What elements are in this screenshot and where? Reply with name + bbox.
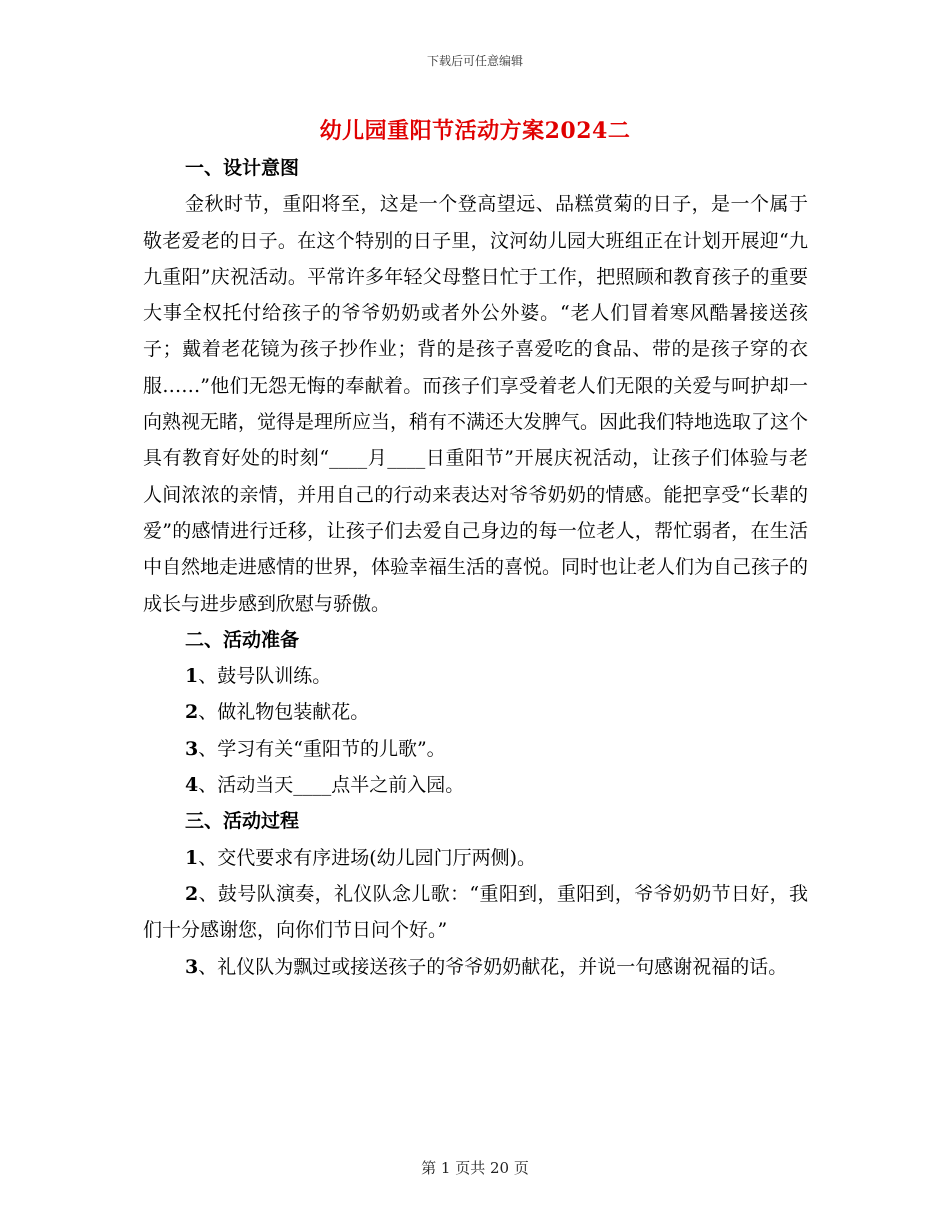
process-item-2 bbox=[143, 876, 808, 949]
prep-item-1 bbox=[143, 658, 808, 694]
design-paragraph: 金秋时节，重阳将至，这是一个登高望远、品糕赏菊的日子，是一个属于敬老爱老的日子。在这个特别的日子里，汶河幼儿园大班组正在计划开展迎“九九重阳”庆祝活动。平常许多年轻父母整日忙于工作，把照顾和教育孩子的重要大事全权托付给孩子的爷爷奶奶或者外公外婆。“老人们冒着寒风酷暑接送孩子；戴着老花镜为孩子抄作业；背的是孩子喜爱吃的食品、带的是孩子穿的衣服……”他们无怨无悔的奉献着。而孩子们享受着老人们无限的关爱与呵护却一向熟视无睹，觉得是理所应当，稍有不满还大发脾气。因此我们特地选取了这个具有教育好处的时刻“____月____日重阳节”开展庆祝活动，让孩子们体验与老人间浓浓的亲情，并用自己的行动来表达对爷爷奶奶的情感。能把享受“长辈的爱”的感情进行迁移，让孩子们去爱自己身边的每一位老人，帮忙弱者，在生活中自然地走进感情的世界，体验幸福生活的喜悦。同时也让老人们为自己孩子的成长与进步感到欣慰与骄傲。 bbox=[143, 193, 809, 615]
prep-item-text: 、学习有关“重阳节的儿歌”。 bbox=[198, 737, 446, 760]
process-item-text: 、交代要求有序进场(幼儿园门厅两侧)。 bbox=[198, 846, 537, 869]
process-item-number: 1 bbox=[185, 846, 199, 869]
prep-item-text: 、活动当天____点半之前入园。 bbox=[198, 774, 465, 797]
process-item-text: 、鼓号队演奏，礼仪队念儿歌：“重阳到，重阳到，爷爷奶奶节日好，我们十分感谢您，向你们节日问个好。” bbox=[143, 882, 808, 942]
prep-item-2 bbox=[143, 694, 808, 730]
section-heading-process: 三、活动过程 bbox=[185, 810, 300, 833]
process-item-3 bbox=[143, 949, 808, 985]
prep-item-number: 3 bbox=[185, 737, 199, 760]
prep-item-number: 1 bbox=[185, 665, 199, 688]
prep-item-4 bbox=[143, 767, 808, 803]
process-item-text: 、礼仪队为飘过或接送孩子的爷爷奶奶献花，并说一句感谢祝福的话。 bbox=[198, 955, 788, 978]
section-heading-design: 一、设计意图 bbox=[185, 157, 300, 179]
process-item-1 bbox=[143, 840, 808, 876]
prep-item-text: 、鼓号队训练。 bbox=[198, 665, 332, 688]
prep-item-number: 4 bbox=[185, 774, 199, 797]
page-header-note: 下载后可任意编辑 bbox=[426, 54, 523, 68]
prep-item-number: 2 bbox=[185, 701, 199, 724]
document-body bbox=[143, 150, 808, 985]
process-item-number: 3 bbox=[185, 955, 199, 978]
page-number-footer: 第 1 页共 20 页 bbox=[421, 1159, 529, 1177]
section-heading-prep: 二、活动准备 bbox=[185, 628, 300, 651]
prep-item-3 bbox=[143, 731, 808, 767]
process-item-number: 2 bbox=[185, 882, 199, 905]
prep-item-text: 、做礼物包装献花。 bbox=[198, 701, 370, 724]
document-title: 幼儿园重阳节活动方案2024二 bbox=[319, 118, 631, 144]
